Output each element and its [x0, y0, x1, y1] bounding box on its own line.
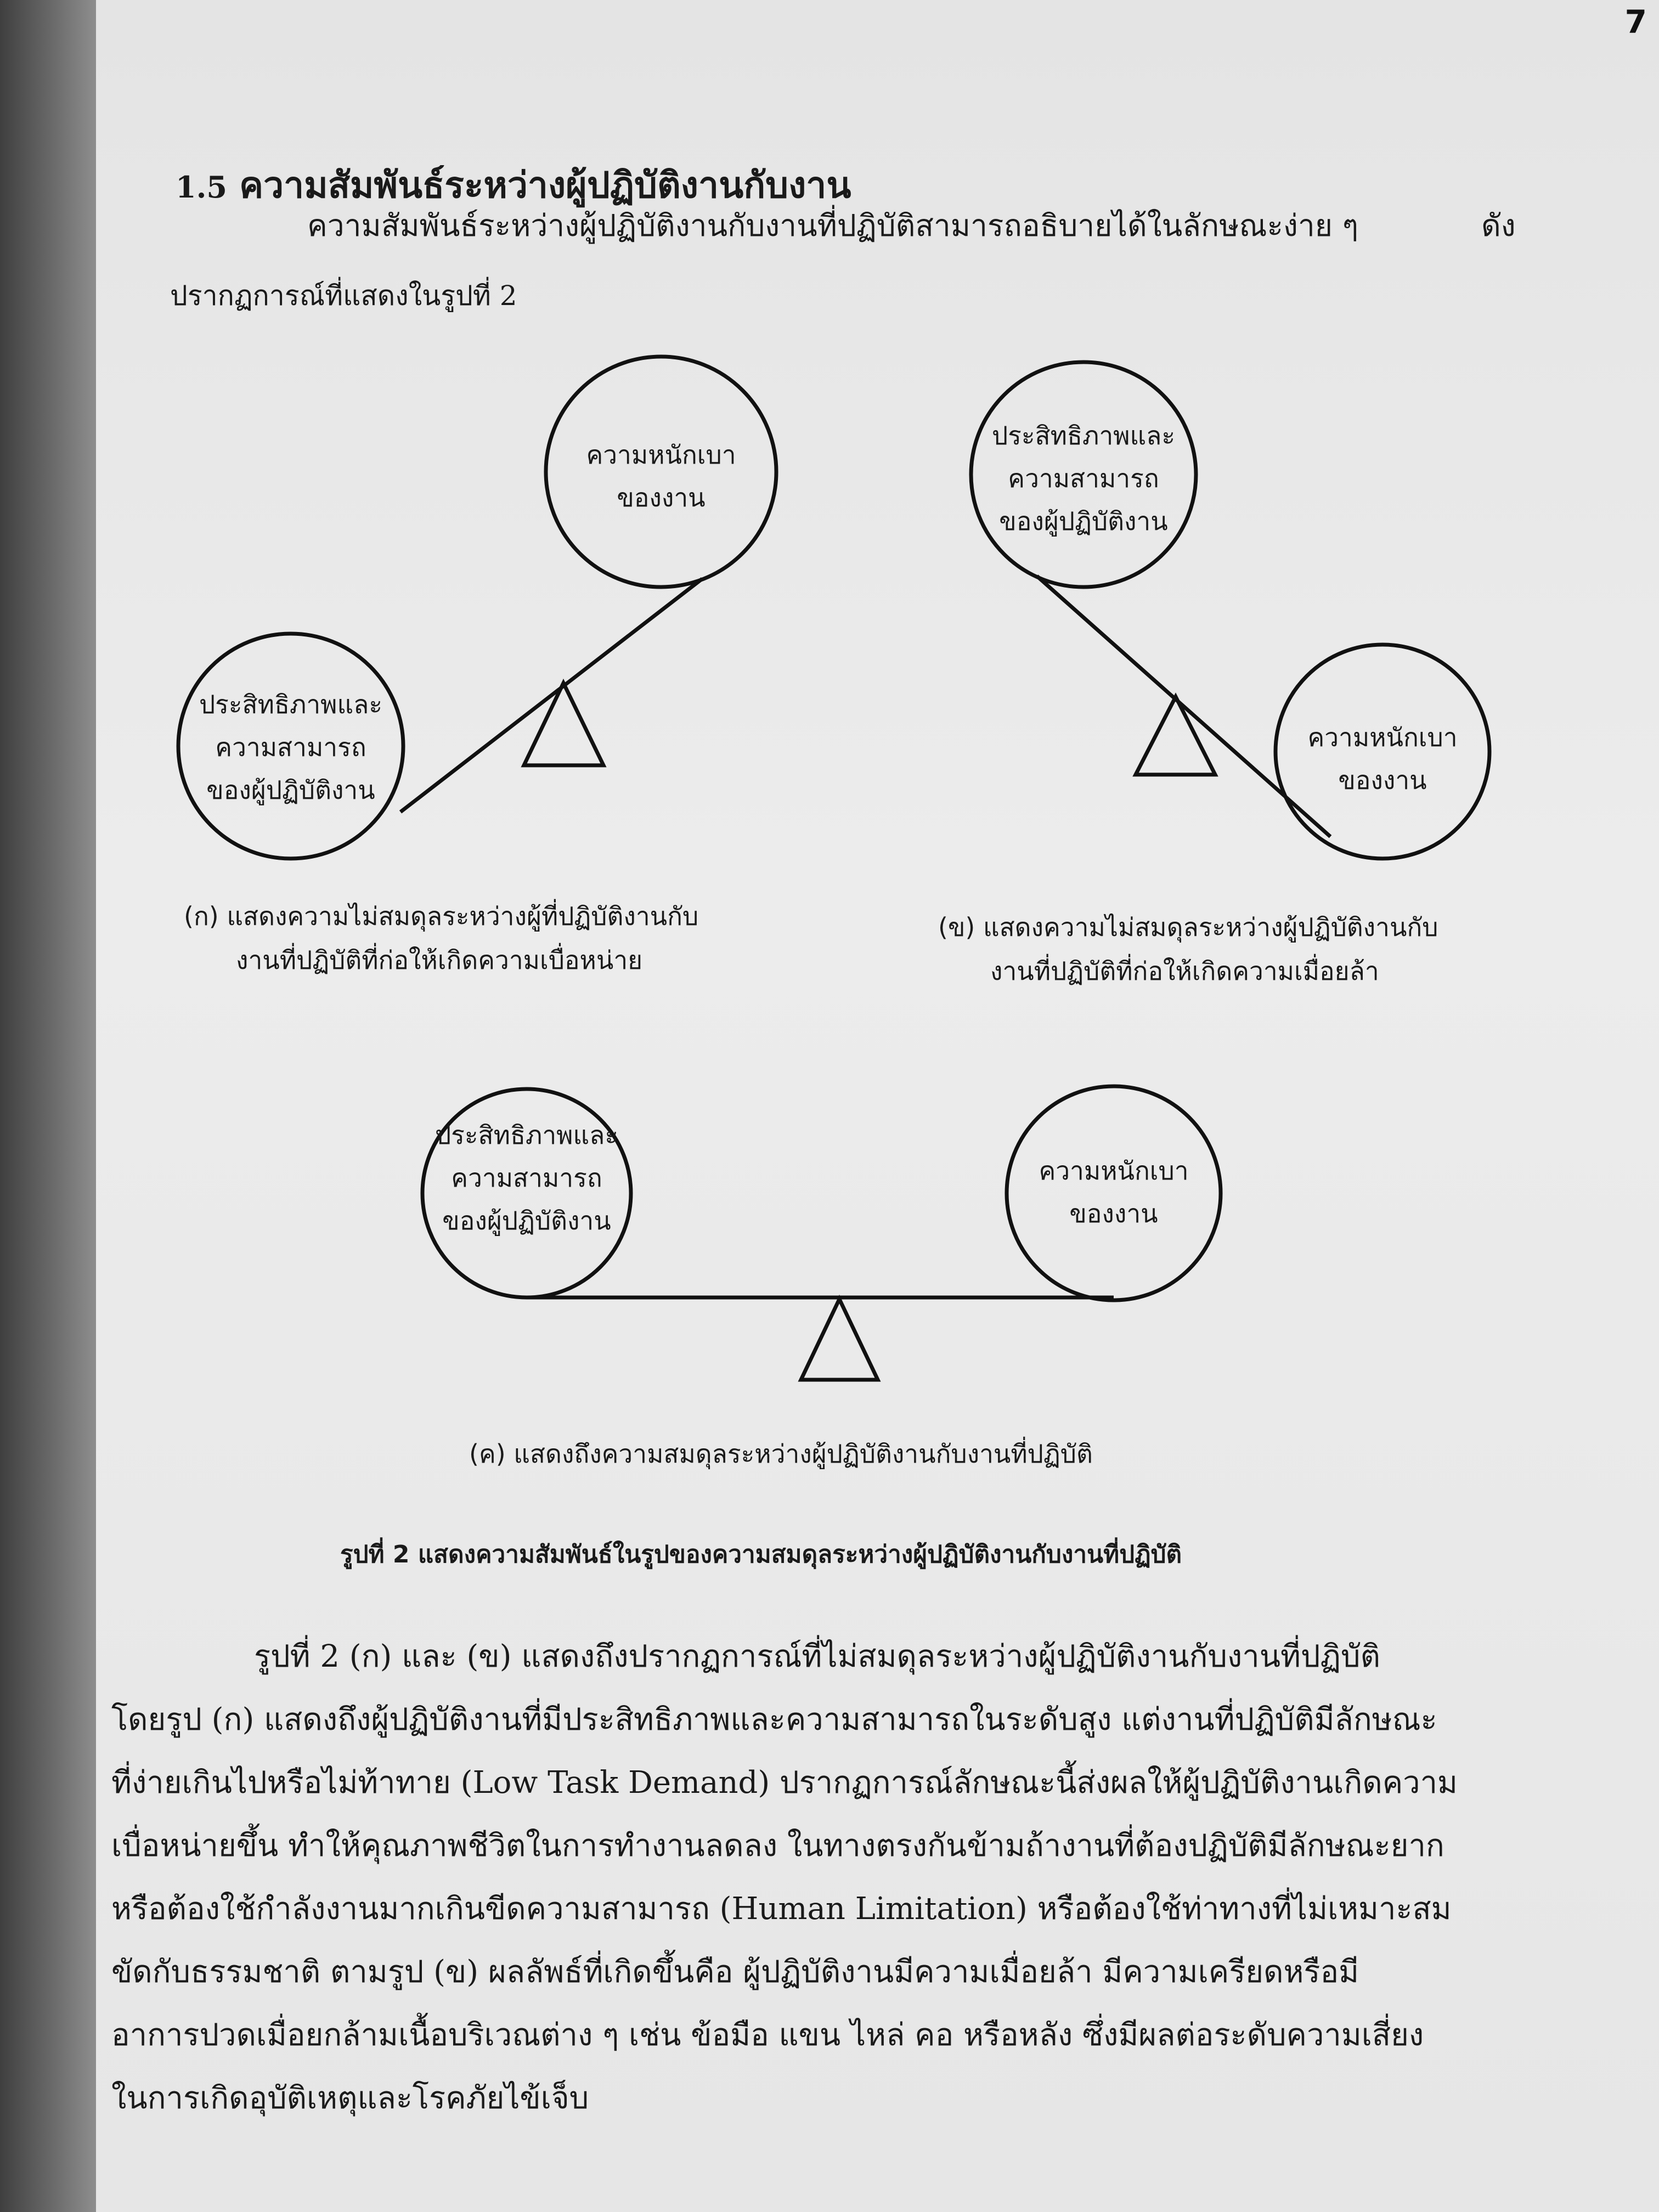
intro-paragraph-line1: ความสัมพันธ์ระหว่างผู้ปฏิบัติงานกับงานที่ปฏิบัติสามารถอธิบายได้ในลักษณะง่าย ๆ	[307, 208, 1359, 243]
label-line: ของผู้ปฏิบัติงาน	[999, 506, 1168, 536]
intro-paragraph-line1-tail: ดัง	[1481, 208, 1516, 243]
body-paragraph	[111, 1625, 1527, 2130]
caption-line: (ก) แสดงความไม่สมดุลระหว่างผู้ที่ปฏิบัติงานกับ	[184, 901, 699, 931]
panel-b-work-label	[1307, 716, 1457, 802]
figure-caption: รูปที่ 2 แสดงความสัมพันธ์ในรูปของความสมดุลระหว่างผู้ปฏิบัติงานกับงานที่ปฏิบัติ	[340, 1541, 1182, 1568]
label-line: ความหนักเบา	[1307, 723, 1458, 752]
panel-c-work-label	[1039, 1149, 1188, 1235]
label-line: ของงาน	[1069, 1199, 1158, 1228]
body-line: ในการเกิดอุบัติเหตุและโรคภัยไข้เจ็บ	[111, 2080, 589, 2116]
panel-a-worker-label	[199, 683, 382, 811]
body-line: หรือต้องใช้กำลังงานมากเกินขีดความสามารถ (Human Limitation) หรือต้องใช้ท่าทางที่ไม่เหมาะสม	[111, 1891, 1452, 1927]
panel-b-fulcrum	[1136, 697, 1215, 775]
body-line: ขัดกับธรรมชาติ ตามรูป (ข) ผลลัพธ์ที่เกิดขึ้นคือ ผู้ปฏิบัติงานมีความเมื่อยล้า มีความเครียดหรือมี	[111, 1954, 1359, 1990]
caption-line: งานที่ปฏิบัติที่ก่อให้เกิดความเมื่อยล้า	[990, 956, 1379, 986]
body-line: ที่ง่ายเกินไปหรือไม่ท้าทาย (Low Task Demand) ปรากฏการณ์ลักษณะนี้ส่งผลให้ผู้ปฏิบัติงานเกิดความ	[111, 1765, 1458, 1801]
panel-c-worker-label	[435, 1114, 618, 1242]
label-line: ของงาน	[1338, 765, 1427, 795]
panel-c-caption: (ค) แสดงถึงความสมดุลระหว่างผู้ปฏิบัติงานกับงานที่ปฏิบัติ	[469, 1439, 1093, 1469]
label-line: ประสิทธิภาพและ	[199, 690, 383, 719]
body-line: เบื่อหน่ายขึ้น ทำให้คุณภาพชีวิตในการทำงานลดลง ในทางตรงกันข้ามถ้างานที่ต้องปฏิบัติมีลักษณะยาก	[111, 1828, 1444, 1864]
body-line: โดยรูป (ก) แสดงถึงผู้ปฏิบัติงานที่มีประสิทธิภาพและความสามารถในระดับสูง แต่งานที่ปฏิบัติมีลักษณะ	[111, 1702, 1437, 1737]
panel-a-lever	[400, 579, 702, 812]
intro-paragraph-line2: ปรากฏการณ์ที่แสดงในรูปที่ 2	[170, 280, 517, 312]
page-number: 7	[1624, 3, 1647, 41]
label-line: ของผู้ปฏิบัติงาน	[442, 1206, 611, 1235]
book-gutter	[0, 0, 96, 2212]
label-line: ประสิทธิภาพและ	[991, 421, 1176, 450]
body-line: อาการปวดเมื่อยกล้ามเนื้อบริเวณต่าง ๆ เช่น ข้อมือ แขน ไหล่ คอ หรือหลัง ซึ่งมีผลต่อระดับความเสี่ยง	[111, 2017, 1424, 2053]
label-line: ความหนักเบา	[586, 440, 736, 470]
label-line: ประสิทธิภาพและ	[435, 1120, 619, 1150]
label-line: ของผู้ปฏิบัติงาน	[206, 775, 375, 805]
panel-a-work-label	[586, 433, 736, 519]
panel-a-fulcrum	[524, 683, 603, 765]
book-page	[96, 0, 1659, 2212]
label-line: ความสามารถ	[451, 1163, 602, 1193]
label-line: ความสามารถ	[215, 732, 366, 762]
panel-b-caption	[938, 905, 1438, 993]
body-line: รูปที่ 2 (ก) และ (ข) แสดงถึงปรากฏการณ์ที่ไม่สมดุลระหว่างผู้ปฏิบัติงานกับงานที่ปฏิบัติ	[254, 1639, 1380, 1674]
label-line: ความหนักเบา	[1039, 1156, 1189, 1186]
section-number: 1.5	[176, 170, 227, 205]
label-line: ของงาน	[617, 483, 706, 512]
panel-c-fulcrum	[801, 1299, 878, 1380]
caption-line: (ข) แสดงความไม่สมดุลระหว่างผู้ปฏิบัติงานกับ	[938, 912, 1438, 942]
panel-b-worker-label	[992, 414, 1175, 543]
label-line: ความสามารถ	[1008, 464, 1159, 493]
caption-line: งานที่ปฏิบัติที่ก่อให้เกิดความเบื่อหน่าย	[236, 945, 643, 975]
panel-a-caption	[184, 894, 698, 982]
section-title: ความสัมพันธ์ระหว่างผู้ปฏิบัติงานกับงาน	[239, 163, 851, 206]
balance-diagram	[96, 0, 1659, 1646]
